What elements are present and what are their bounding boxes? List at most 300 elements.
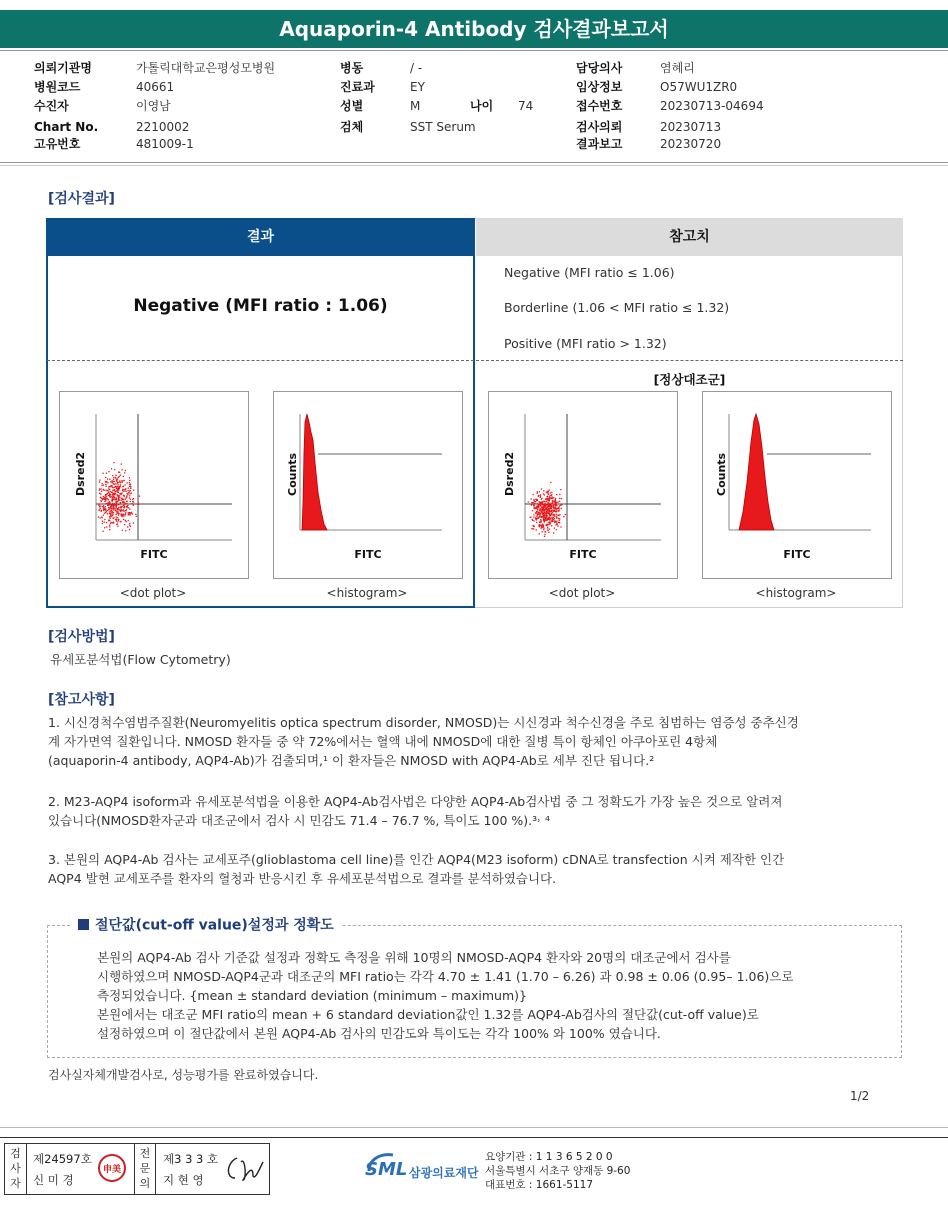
scatter-point xyxy=(110,522,111,523)
scatter-point xyxy=(103,485,104,486)
scatter-point xyxy=(120,503,121,504)
scatter-point xyxy=(121,463,122,464)
reference-positive: Positive (MFI ratio > 1.32) xyxy=(504,336,667,351)
scatter-point xyxy=(123,486,124,487)
patient-hist-xlabel: FITC xyxy=(354,548,382,561)
scatter-point xyxy=(533,517,534,518)
scatter-point xyxy=(100,517,101,518)
scatter-point xyxy=(539,501,540,502)
specialist-license: 제3 3 3 호 xyxy=(163,1152,219,1166)
scatter-point xyxy=(549,499,550,500)
scatter-point xyxy=(547,492,548,493)
scatter-point xyxy=(106,522,107,523)
label-ward: 병동 xyxy=(340,61,364,75)
scatter-point xyxy=(113,462,114,463)
scatter-point xyxy=(109,511,110,512)
scatter-point xyxy=(548,490,549,491)
scatter-point xyxy=(109,504,110,505)
header-bottom-line xyxy=(0,162,948,163)
scatter-point xyxy=(116,518,117,519)
scatter-point xyxy=(535,512,536,513)
scatter-point xyxy=(105,510,106,511)
scatter-point xyxy=(553,511,554,512)
scatter-point xyxy=(113,509,114,510)
control-label: [정상대조군] xyxy=(653,372,726,387)
scatter-point xyxy=(110,506,111,507)
scatter-point xyxy=(122,482,123,483)
note-line: 1. 시신경척수염범주질환(Neuromyelitis optica spectrum disorder, NMOSD)는 시신경과 척수신경을 주로 침범하는 염증성 중추신경 xyxy=(48,715,799,730)
scatter-point xyxy=(129,495,130,496)
scatter-point xyxy=(109,486,110,487)
scatter-point xyxy=(113,477,114,478)
control-dot-ylabel: Dsred2 xyxy=(503,451,516,496)
scatter-point xyxy=(559,509,560,510)
scatter-point xyxy=(113,483,114,484)
scatter-point xyxy=(99,481,100,482)
scatter-point xyxy=(138,502,139,503)
scatter-point xyxy=(117,512,118,513)
scatter-point xyxy=(543,515,544,516)
scatter-point xyxy=(542,512,543,513)
scatter-point xyxy=(114,493,115,494)
patient-hist-ylabel: Counts xyxy=(286,452,299,496)
scatter-point xyxy=(99,506,100,507)
scatter-point xyxy=(111,468,112,469)
note-line: 3. 본원의 AQP4-Ab 검사는 교세포주(glioblastoma cell line)를 인간 AQP4(M23 isoform) cDNA로 transfection 시켜 제작한 인간 xyxy=(48,852,785,867)
scatter-point xyxy=(119,476,120,477)
scatter-point xyxy=(129,491,130,492)
scatter-point xyxy=(101,491,102,492)
scatter-point xyxy=(124,515,125,516)
scatter-point xyxy=(112,490,113,491)
scatter-point xyxy=(106,496,107,497)
scatter-point xyxy=(537,503,538,504)
scatter-point xyxy=(539,491,540,492)
scatter-point xyxy=(540,517,541,518)
scatter-point xyxy=(106,503,107,504)
scatter-point xyxy=(130,514,131,515)
scatter-point xyxy=(105,496,106,497)
label-hospital-code: 병원코드 xyxy=(34,80,81,94)
scatter-point xyxy=(116,514,117,515)
scatter-point xyxy=(555,502,556,503)
label-institution: 의뢰기관명 xyxy=(34,61,92,75)
result-header: 결과 xyxy=(46,218,475,256)
scatter-point xyxy=(130,484,131,485)
value-report-date: 20230720 xyxy=(660,137,722,151)
scatter-point xyxy=(112,515,113,516)
scatter-point xyxy=(118,504,119,505)
scatter-point xyxy=(552,510,553,511)
validation-note: 검사실자체개발검사로, 성능평가를 완료하였습니다. xyxy=(48,1068,319,1082)
scatter-point xyxy=(105,512,106,513)
scatter-point xyxy=(123,507,124,508)
scatter-point xyxy=(559,522,560,523)
reference-header: 참고치 xyxy=(476,218,903,256)
scatter-point xyxy=(534,503,535,504)
value-unique-no: 481009-1 xyxy=(136,137,194,151)
scatter-point xyxy=(129,523,130,524)
scatter-point xyxy=(120,484,121,485)
note-line: (aquaporin-4 antibody, AQP4-Ab)가 검출되며,¹ 이 환자들은 NMOSD with AQP4-Ab로 세부 진단 됩니다.² xyxy=(48,753,655,768)
scatter-point xyxy=(113,504,114,505)
footer-top-line-2 xyxy=(0,1137,948,1138)
scatter-point xyxy=(117,523,118,524)
scatter-point xyxy=(126,491,127,492)
scatter-point xyxy=(544,506,545,507)
dot-cloud-patient xyxy=(98,462,140,532)
scatter-point xyxy=(108,502,109,503)
scatter-point xyxy=(108,491,109,492)
section-title-results: [검사결과] xyxy=(48,191,115,207)
scatter-point xyxy=(548,532,549,533)
scatter-point xyxy=(537,493,538,494)
scatter-point xyxy=(559,494,560,495)
scatter-point xyxy=(538,518,539,519)
scatter-point xyxy=(554,520,555,521)
scatter-point xyxy=(99,503,100,504)
scatter-point xyxy=(103,508,104,509)
scatter-point xyxy=(121,514,122,515)
scatter-point xyxy=(117,526,118,527)
scatter-point xyxy=(105,498,106,499)
scatter-point xyxy=(98,516,99,517)
scatter-point xyxy=(545,531,546,532)
scatter-point xyxy=(102,517,103,518)
scatter-point xyxy=(544,536,545,537)
scatter-point xyxy=(121,515,122,516)
scatter-point xyxy=(123,495,124,496)
scatter-point xyxy=(108,488,109,489)
scatter-point xyxy=(558,518,559,519)
scatter-point xyxy=(110,505,111,506)
scatter-point xyxy=(109,513,110,514)
scatter-point xyxy=(109,529,110,530)
scatter-point xyxy=(116,480,117,481)
scatter-point xyxy=(107,482,108,483)
scatter-point xyxy=(109,479,110,480)
scatter-point xyxy=(125,499,126,500)
patient-dot-caption: <dot plot> xyxy=(119,586,187,600)
scatter-point xyxy=(533,494,534,495)
scatter-point xyxy=(551,505,552,506)
scatter-point xyxy=(561,498,562,499)
scatter-point xyxy=(546,524,547,525)
scatter-point xyxy=(546,504,547,505)
scatter-point xyxy=(129,493,130,494)
header-bottom-line-2 xyxy=(0,165,948,166)
scatter-point xyxy=(128,490,129,491)
header-col-3 xyxy=(576,57,876,150)
scatter-point xyxy=(127,506,128,507)
scatter-point xyxy=(537,512,538,513)
scatter-point xyxy=(531,528,532,529)
scatter-point xyxy=(106,473,107,474)
cutoff-heading-wrap xyxy=(70,914,342,935)
scatter-point xyxy=(129,497,130,498)
scatter-point xyxy=(123,510,124,511)
label-request-date: 검사의뢰 xyxy=(576,120,623,134)
scatter-point xyxy=(112,518,113,519)
scatter-point xyxy=(118,482,119,483)
label-sex: 성별 xyxy=(340,99,364,113)
scatter-point xyxy=(549,520,550,521)
scatter-point xyxy=(121,510,122,511)
scatter-point xyxy=(123,511,124,512)
results-divider xyxy=(47,360,903,361)
scatter-point xyxy=(117,478,118,479)
scatter-point xyxy=(111,485,112,486)
scatter-point xyxy=(559,501,560,502)
scatter-point xyxy=(133,505,134,506)
report-title: Aquaporin-4 Antibody 검사결과보고서 xyxy=(0,10,948,48)
scatter-point xyxy=(552,512,553,513)
scatter-point xyxy=(565,514,566,515)
scatter-point xyxy=(118,492,119,493)
scatter-point xyxy=(126,503,127,504)
scatter-point xyxy=(118,487,119,488)
scatter-point xyxy=(552,517,553,518)
scatter-point xyxy=(116,490,117,491)
scatter-point xyxy=(540,519,541,520)
cutoff-line: 시행하였으며 NMOSD-AQP4군과 대조군의 MFI ratio는 각각 4.70 ± 1.41 (1.70 – 6.26) 과 0.98 ± 0.06 (0.95– 1.06)으로 xyxy=(97,969,794,984)
scatter-point xyxy=(552,498,553,499)
scatter-point xyxy=(538,496,539,497)
scatter-point xyxy=(533,502,534,503)
scatter-point xyxy=(124,524,125,525)
header-col-1 xyxy=(34,57,334,150)
scatter-point xyxy=(541,507,542,508)
scatter-point xyxy=(555,524,556,525)
scatter-point xyxy=(107,513,108,514)
scatter-point xyxy=(114,469,115,470)
examiner-name: 신 미 경 xyxy=(33,1173,74,1187)
scatter-point xyxy=(128,514,129,515)
cutoff-line: 본원에서는 대조군 MFI ratio의 mean + 6 standard deviation값인 1.32를 AQP4-Ab검사의 절단값(cut-off value)로 xyxy=(97,1007,759,1022)
section-title-method: [검사방법] xyxy=(48,629,115,645)
scatter-point xyxy=(126,509,127,510)
scatter-point xyxy=(550,482,551,483)
scatter-point xyxy=(539,512,540,513)
scatter-point xyxy=(109,489,110,490)
control-dot-xlabel: FITC xyxy=(569,548,597,561)
scatter-point xyxy=(111,516,112,517)
label-chart-no: Chart No. xyxy=(34,120,99,134)
scatter-point xyxy=(118,498,119,499)
scatter-point xyxy=(115,475,116,476)
scatter-point xyxy=(117,509,118,510)
scatter-point xyxy=(535,499,536,500)
scatter-point xyxy=(120,521,121,522)
scatter-point xyxy=(112,497,113,498)
scatter-point xyxy=(102,483,103,484)
header-col-2 xyxy=(340,57,570,133)
scatter-point xyxy=(543,529,544,530)
scatter-point xyxy=(117,517,118,518)
value-clinical-info: O57WU1ZR0 xyxy=(660,80,738,94)
scatter-point xyxy=(110,481,111,482)
cutoff-heading: 절단값(cut-off value)설정과 정확도 xyxy=(95,917,334,934)
label-age: 나이 xyxy=(470,99,494,113)
scatter-point xyxy=(110,515,111,516)
scatter-point xyxy=(549,519,550,520)
scatter-point xyxy=(555,507,556,508)
scatter-point xyxy=(98,509,99,510)
control-histogram xyxy=(702,391,892,579)
scatter-point xyxy=(559,514,560,515)
patient-histogram xyxy=(273,391,463,579)
scatter-point xyxy=(104,522,105,523)
scatter-point xyxy=(554,528,555,529)
scatter-point xyxy=(542,508,543,509)
scatter-point xyxy=(556,502,557,503)
scatter-point xyxy=(542,524,543,525)
scatter-point xyxy=(130,499,131,500)
signature-box xyxy=(4,1143,270,1195)
examiner-seal: 申美 xyxy=(98,1154,126,1182)
page-number: 1/2 xyxy=(850,1089,870,1103)
control-hist-caption: <histogram> xyxy=(755,586,837,600)
scatter-point xyxy=(113,487,114,488)
scatter-point xyxy=(548,519,549,520)
scatter-point xyxy=(544,534,545,535)
scatter-point xyxy=(534,507,535,508)
scatter-point xyxy=(104,527,105,528)
org-info-line: 요양기관 : 1 1 3 6 5 2 0 0 xyxy=(485,1151,613,1163)
scatter-point xyxy=(109,494,110,495)
scatter-point xyxy=(101,501,102,502)
scatter-point xyxy=(105,490,106,491)
scatter-point xyxy=(556,529,557,530)
scatter-point xyxy=(107,478,108,479)
value-department: EY xyxy=(410,80,425,94)
scatter-point xyxy=(114,499,115,500)
scatter-point xyxy=(122,490,123,491)
scatter-point xyxy=(105,484,106,485)
scatter-point xyxy=(533,505,534,506)
scatter-point xyxy=(111,512,112,513)
scatter-point xyxy=(539,509,540,510)
scatter-point xyxy=(101,485,102,486)
scatter-point xyxy=(106,486,107,487)
specialist-name: 지 현 영 xyxy=(163,1173,204,1187)
scatter-point xyxy=(537,514,538,515)
scatter-point xyxy=(125,512,126,513)
scatter-point xyxy=(125,530,126,531)
scatter-point xyxy=(550,514,551,515)
scatter-point xyxy=(127,507,128,508)
scatter-point xyxy=(109,501,110,502)
scatter-point xyxy=(556,505,557,506)
scatter-point xyxy=(103,515,104,516)
scatter-point xyxy=(545,503,546,504)
scatter-point xyxy=(548,522,549,523)
scatter-point xyxy=(540,525,541,526)
scatter-point xyxy=(536,511,537,512)
scatter-point xyxy=(133,501,134,502)
scatter-point xyxy=(130,486,131,487)
scatter-point xyxy=(129,512,130,513)
scatter-point xyxy=(102,498,103,499)
scatter-point xyxy=(105,499,106,500)
scatter-point xyxy=(102,523,103,524)
result-value: Negative (MFI ratio : 1.06) xyxy=(133,296,388,316)
scatter-point xyxy=(105,477,106,478)
hist-peak-control xyxy=(739,414,774,530)
control-dot-plot xyxy=(488,391,678,579)
scatter-point xyxy=(543,493,544,494)
scatter-point xyxy=(548,509,549,510)
scatter-point xyxy=(108,520,109,521)
scatter-point xyxy=(109,508,110,509)
scatter-point xyxy=(121,493,122,494)
value-hospital-code: 40661 xyxy=(136,80,175,94)
scatter-point xyxy=(108,471,109,472)
scatter-point xyxy=(546,501,547,502)
patient-dot-ylabel: Dsred2 xyxy=(74,451,87,496)
scatter-point xyxy=(112,492,113,493)
scatter-point xyxy=(110,491,111,492)
value-ward: / - xyxy=(410,61,423,75)
scatter-point xyxy=(535,518,536,519)
scatter-point xyxy=(102,521,103,522)
scatter-point xyxy=(540,505,541,506)
scatter-point xyxy=(108,489,109,490)
scatter-point xyxy=(118,500,119,501)
scatter-point xyxy=(559,505,560,506)
scatter-point xyxy=(103,531,104,532)
scatter-point xyxy=(125,488,126,489)
scatter-point xyxy=(139,496,140,497)
scatter-point xyxy=(540,496,541,497)
notes-paragraph-2 xyxy=(48,792,908,830)
scatter-point xyxy=(109,525,110,526)
scatter-point xyxy=(103,505,104,506)
scatter-point xyxy=(115,510,116,511)
scatter-point xyxy=(119,513,120,514)
scatter-point xyxy=(130,512,131,513)
scatter-point xyxy=(548,511,549,512)
scatter-point xyxy=(537,505,538,506)
scatter-point xyxy=(125,514,126,515)
scatter-point xyxy=(119,500,120,501)
scatter-point xyxy=(550,492,551,493)
scatter-point xyxy=(129,509,130,510)
org-info xyxy=(485,1150,630,1192)
scatter-point xyxy=(116,516,117,517)
scatter-point xyxy=(105,506,106,507)
scatter-point xyxy=(557,526,558,527)
scatter-point xyxy=(126,521,127,522)
scatter-point xyxy=(109,507,110,508)
scatter-point xyxy=(133,490,134,491)
scatter-point xyxy=(126,501,127,502)
scatter-point xyxy=(541,504,542,505)
org-info-line: 대표번호 : 1661-5117 xyxy=(485,1179,594,1191)
scatter-point xyxy=(555,504,556,505)
scatter-point xyxy=(124,472,125,473)
scatter-point xyxy=(540,494,541,495)
scatter-point xyxy=(533,514,534,515)
scatter-point xyxy=(545,515,546,516)
scatter-point xyxy=(113,522,114,523)
section-title-notes: [참고사항] xyxy=(48,692,115,708)
scatter-point xyxy=(118,496,119,497)
scatter-point xyxy=(543,525,544,526)
scatter-point xyxy=(552,502,553,503)
scatter-point xyxy=(102,473,103,474)
scatter-point xyxy=(120,475,121,476)
